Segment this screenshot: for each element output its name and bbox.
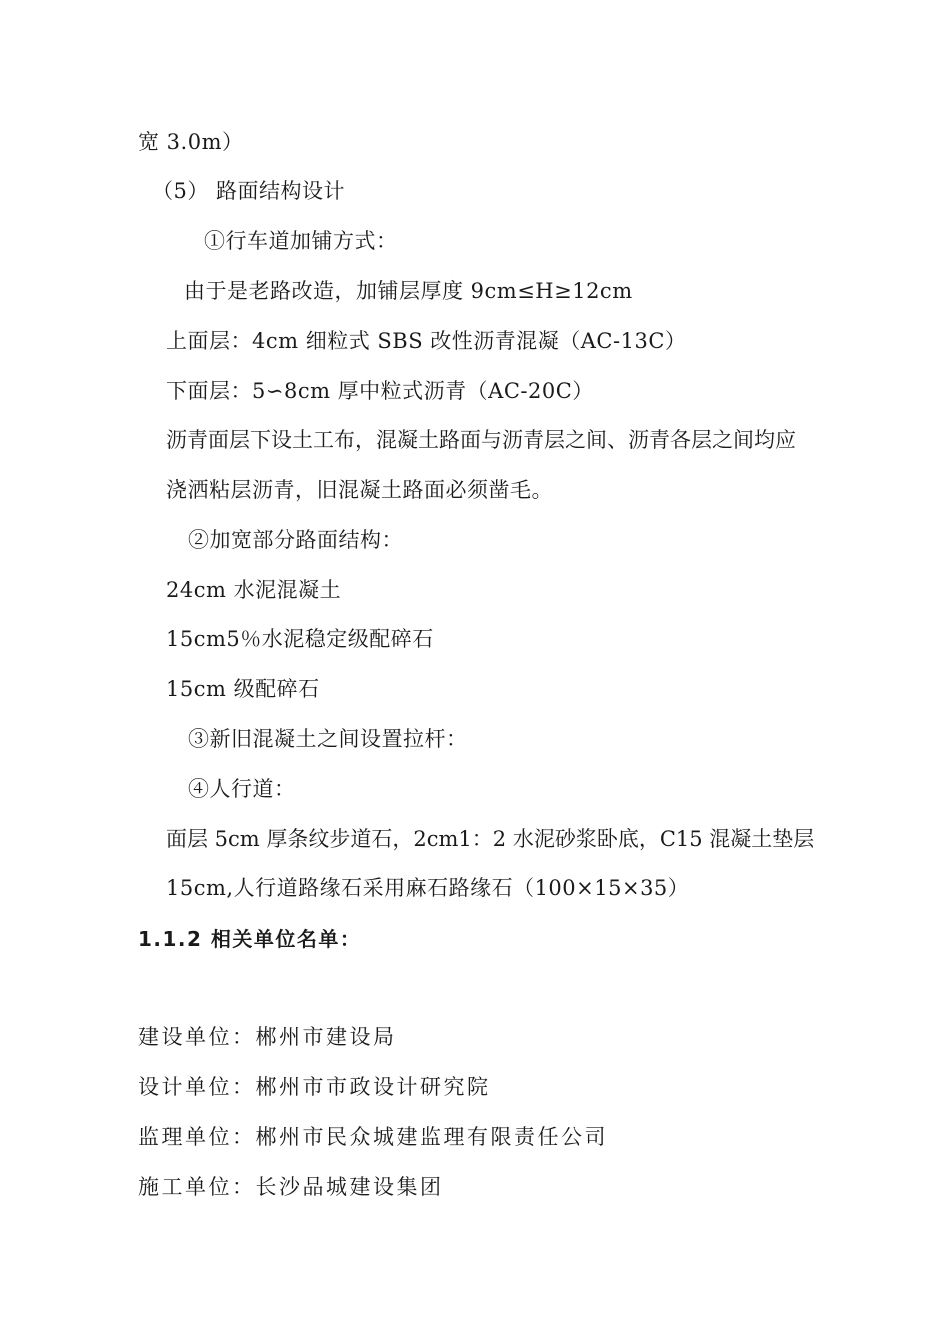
text-line-overlay-thickness: 由于是老路改造，加铺层厚度 9cm≤H≥12cm xyxy=(184,279,633,303)
text-line-geotextile: 沥青面层下设土工布，混凝土路面与沥青层之间、沥青各层之间均应 xyxy=(166,428,796,452)
item-carriageway-overlay: ①行车道加铺方式： xyxy=(204,229,398,253)
text-line-lower-layer: 下面层：5∽8cm 厚中粒式沥青（AC-20C） xyxy=(166,379,594,403)
unit-supervision: 监理单位：郴州市民众城建监理有限责任公司 xyxy=(138,1125,608,1149)
item-tie-bars: ③新旧混凝土之间设置拉杆： xyxy=(188,727,468,751)
text-line-stabilized-gravel: 15cm5％水泥稳定级配碎石 xyxy=(166,627,434,651)
item-widening-structure: ②加宽部分路面结构： xyxy=(188,528,403,552)
text-line-width: 宽 3.0m） xyxy=(138,130,244,154)
text-line-cement-concrete: 24cm 水泥混凝土 xyxy=(166,578,342,602)
text-line-graded-gravel: 15cm 级配碎石 xyxy=(166,677,320,701)
item-sidewalk: ④人行道： xyxy=(188,777,296,801)
text-line-upper-layer: 上面层：4cm 细粒式 SBS 改性沥青混凝（AC-13C） xyxy=(166,329,687,353)
section-heading-related-units: 1.1.2 相关单位名单： xyxy=(138,927,362,951)
unit-construction-owner: 建设单位：郴州市建设局 xyxy=(138,1025,397,1049)
text-line-tack-coat: 浇洒粘层沥青，旧混凝土路面必须凿毛。 xyxy=(166,478,553,502)
text-line-sidewalk-surface: 面层 5cm 厚条纹步道石，2cm1：2 水泥砂浆卧底，C15 混凝土垫层 xyxy=(166,827,815,851)
subsection-heading-pavement-structure: （5） 路面结构设计 xyxy=(152,179,346,203)
unit-contractor: 施工单位：长沙品城建设集团 xyxy=(138,1175,444,1199)
unit-design: 设计单位：郴州市市政设计研究院 xyxy=(138,1075,491,1099)
text-line-curb-stone: 15cm,人行道路缘石采用麻石路缘石（100×15×35） xyxy=(166,876,690,900)
